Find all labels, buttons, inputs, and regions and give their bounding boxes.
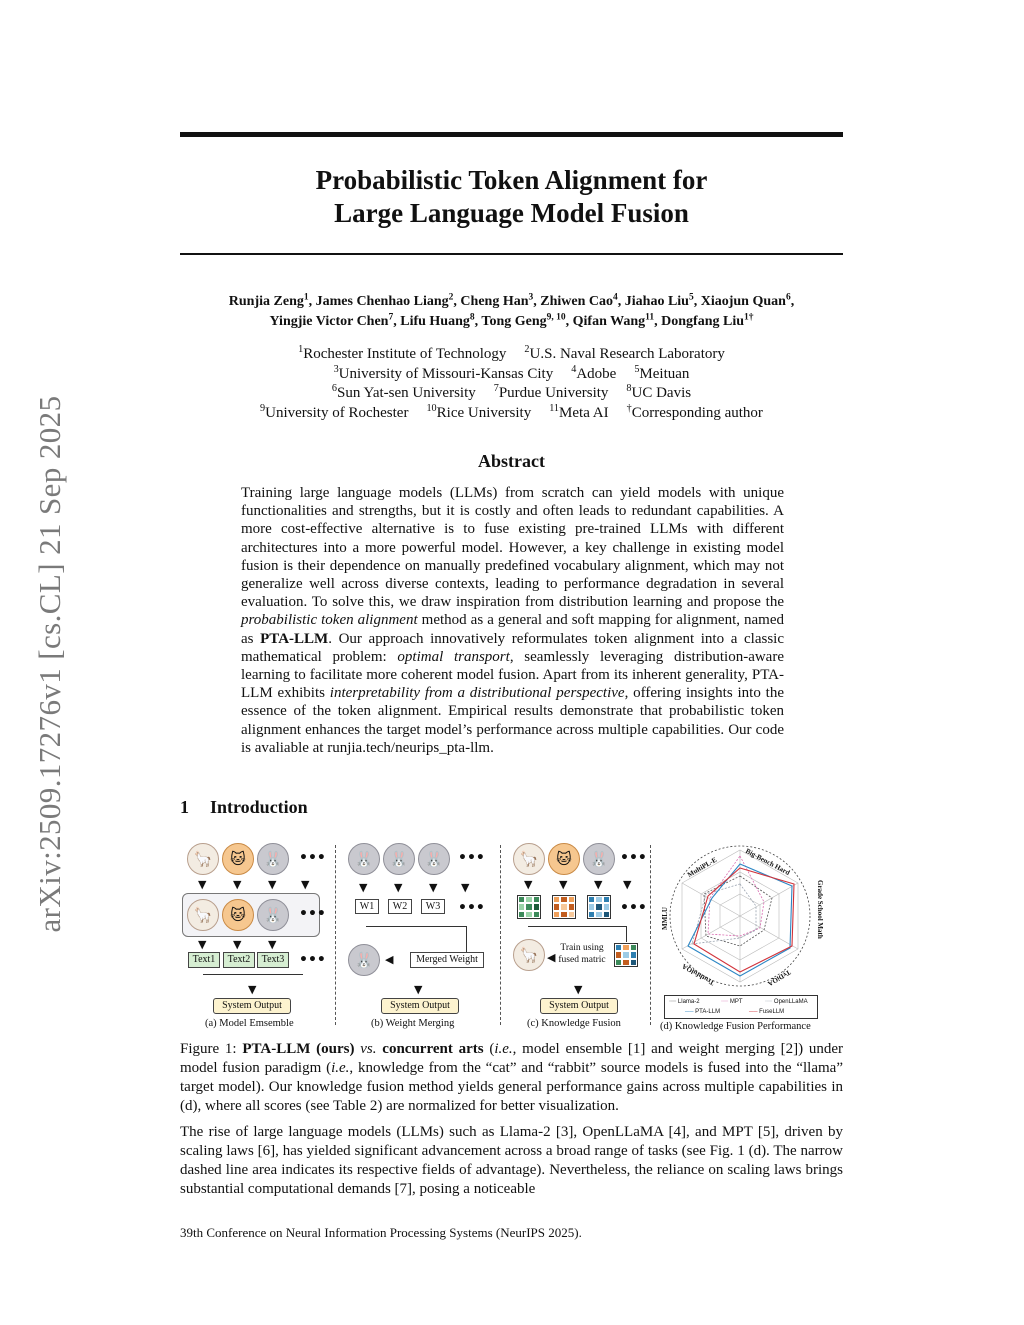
- affiliation: $^7$Purdue University: [493, 383, 609, 401]
- abstract-text: , seamlessly leveraging distribution-aware learning to facilitate more coherent model fusion. Apart from its inherent generality, PTA-LLM exhibits: [241, 648, 784, 702]
- connector-line: [528, 926, 626, 927]
- affiliation-mark: 7: [493, 383, 499, 394]
- affiliation-mark: 2: [524, 344, 530, 355]
- more-dots-icon: •••: [299, 906, 326, 922]
- legend-item: [721, 997, 743, 1007]
- affiliations: [180, 345, 843, 423]
- more-dots-icon: •••: [458, 850, 485, 866]
- more-dots-icon: •••: [299, 952, 326, 968]
- affiliation-line: [180, 384, 843, 404]
- panel-divider: [335, 845, 336, 1025]
- cat-icon: 🐱: [222, 899, 254, 931]
- system-output-box: System Output: [381, 998, 459, 1014]
- affiliation-mark: 5: [634, 363, 640, 375]
- author: Xiaojun Quan$^6$: [700, 292, 791, 309]
- arrow-down-icon: ▼: [248, 983, 257, 996]
- author: Runjia Zeng$^1$: [228, 292, 309, 309]
- author-affiliation-mark: 1†: [744, 312, 754, 323]
- radar-axis-label: Big-Bench Hard: [744, 847, 792, 877]
- legend-item: [685, 1007, 720, 1017]
- author-affiliation-mark: 9, 10: [546, 312, 566, 323]
- radar-legend: [664, 995, 818, 1019]
- logit-matrix-icon: [552, 895, 576, 919]
- method-name: PTA-LLM: [260, 630, 329, 647]
- arrow-down-icon: ▼: [559, 878, 568, 891]
- author: Lifu Huang$^8$: [400, 312, 475, 329]
- title-line-1: Probabilistic Token Alignment for: [315, 165, 708, 195]
- llama-icon: 🦙: [187, 843, 219, 875]
- cat-icon: 🐱: [222, 843, 254, 875]
- legend-swatch: ┈┈: [721, 999, 730, 1005]
- logit-matrix-icon: [517, 895, 541, 919]
- author-affiliation-mark: 2: [448, 292, 454, 303]
- legend-item: [749, 1007, 784, 1017]
- author: Yingjie Victor Chen$^7$: [269, 312, 394, 329]
- affiliation-mark: 1: [298, 344, 304, 355]
- author-affiliation-mark: 6: [785, 292, 791, 303]
- rabbit-icon: 🐰: [257, 899, 289, 931]
- author-affiliation-mark: 4: [613, 292, 618, 303]
- affiliation-line: [180, 365, 843, 385]
- weight-box: W3: [421, 899, 445, 914]
- affiliation: $^1$Rochester Institute of Technology: [298, 344, 507, 362]
- abstract-emphasis: probabilistic token alignment: [241, 612, 418, 629]
- arrow-down-icon: ▼: [429, 881, 438, 894]
- affiliation: $^8$UC Davis: [626, 383, 692, 401]
- connector-line: [203, 974, 303, 975]
- arrow-down-icon: ▼: [268, 938, 277, 951]
- title-bottom-rule: [180, 253, 843, 255]
- train-label: Train using fused matric: [558, 943, 606, 965]
- arrow-down-icon: ▼: [461, 881, 470, 894]
- intro-paragraph: The rise of large language models (LLMs) such as Llama-2 [3], OpenLLaMA [4], and MPT [5], driven by scaling laws [6], has yielded significant advancement across a broad range of tasks (see Fig. 1 (d). The narrow dashed line area indicates its respective fields of advantage). Nevertheless, the reliance on scaling laws brings substantial computational demands [7], posing a noticeable: [180, 1124, 843, 1197]
- figure-label: Figure 1:: [180, 1041, 243, 1057]
- affiliation-line: [180, 345, 843, 365]
- weight-box: W1: [355, 899, 379, 914]
- panel-c-caption: (c) Knowledge Fusion: [527, 1018, 621, 1029]
- arrow-down-icon: ▼: [394, 881, 403, 894]
- legend-item: [765, 997, 808, 1007]
- title-line-2: Large Language Model Fusion: [334, 198, 689, 228]
- arrow-down-icon: ▼: [623, 878, 632, 891]
- author-affiliation-mark: 3: [528, 292, 534, 303]
- arrow-down-icon: ▼: [594, 878, 603, 891]
- caption-emphasis: i.e.: [494, 1041, 513, 1057]
- merged-weight-box: Merged Weight: [410, 952, 484, 968]
- author-affiliation-mark: 5: [688, 292, 694, 303]
- panel-divider: [650, 845, 651, 1025]
- abstract-text: Training large language models (LLMs) from scratch can yield models with unique functionalities and strengths, but it is costly and often leads to redundant capabilities. A more cost-effective alternative is to fuse existing pre-trained LLMs with different architectures into a more powerful model. However, a key challenge in existing model fusion is their dependence on manually predefined vocabulary alignment, which may not generalize well across diverse contexts, leading to performance degradation in several evaluation. To solve this, we draw inspiration from distribution learning and propose the: [241, 485, 784, 611]
- radar-axis-label: MMLU: [661, 907, 669, 930]
- arrow-down-icon: ▼: [359, 881, 368, 894]
- legend-label: Llama-2: [677, 999, 700, 1005]
- arrow-down-icon: ▼: [524, 878, 533, 891]
- more-dots-icon: •••: [299, 850, 326, 866]
- rabbit-icon: 🐰: [418, 843, 450, 875]
- author: Tong Geng$^{9, 10}$: [481, 312, 566, 329]
- section-heading: [180, 797, 308, 818]
- arrow-left-icon: ◀: [547, 951, 556, 964]
- abstract-body: [241, 484, 784, 757]
- affiliation: $^3$University of Missouri-Kansas City: [333, 363, 554, 382]
- abstract-text: . Our approach innovatively reformulates token alignment into a classic mathematical problem:: [241, 630, 785, 665]
- conference-footer: 39th Conference on Neural Information Processing Systems (NeurIPS 2025).: [180, 1225, 582, 1240]
- abstract-text: , offering insights into the essence of the token alignment. Empirical results demonstrate that probabilistic token alignment enhances the target model’s performance across multiple capabilities. Our code is avaliable at runjia.tech/neurips_pta-llm.: [241, 685, 784, 756]
- arrow-down-icon: ▼: [574, 983, 583, 996]
- figure-caption: [180, 1040, 843, 1116]
- weight-box: W2: [388, 899, 412, 914]
- llama-icon: 🦙: [513, 843, 545, 875]
- legend-label: PTA-LLM: [695, 1009, 721, 1015]
- affiliation-mark: 6: [331, 383, 337, 394]
- arrow-down-icon: ▼: [268, 878, 277, 891]
- author-affiliation-mark: 7: [388, 312, 394, 323]
- arrow-down-icon: ▼: [414, 983, 423, 996]
- arrow-down-icon: ▼: [198, 938, 207, 951]
- abstract-heading: Abstract: [478, 451, 545, 471]
- paper-title: [180, 164, 843, 230]
- radar-axis-label: MultiPL-E: [686, 855, 719, 879]
- arrow-down-icon: ▼: [233, 878, 242, 891]
- panel-b-caption: (b) Weight Merging: [371, 1018, 455, 1029]
- system-output-box: System Output: [213, 998, 291, 1014]
- affiliation: $^9$University of Rochester: [260, 402, 409, 421]
- caption-emphasis: i.e.: [331, 1060, 350, 1076]
- connector-line: [366, 926, 466, 927]
- title-top-rule: [180, 132, 843, 137]
- legend-label: MPT: [729, 999, 743, 1005]
- affiliation-mark: †: [626, 402, 632, 414]
- legend-swatch: ──: [685, 1009, 696, 1015]
- llama-icon: 🦙: [513, 939, 545, 971]
- affiliation: $^5$Meituan: [634, 363, 690, 382]
- panel-d-caption: (d) Knowledge Fusion Performance: [660, 1021, 811, 1032]
- more-dots-icon: •••: [620, 900, 647, 916]
- affiliation-line: [180, 404, 843, 424]
- arrow-down-icon: ▼: [301, 878, 310, 891]
- caption-text: , knowledge from the “cat” and “rabbit” source models is fused into the “llama” target model). Our knowledge fusion method yields general performance gains across multiple capabilities in (d), where all scores (see Table 2) are normalized for better visualization.: [180, 1060, 843, 1114]
- abstract-emphasis: optimal transport: [397, 648, 510, 665]
- arrow-down-icon: ▼: [198, 878, 207, 891]
- author: Zhiwen Cao$^4$: [540, 292, 618, 309]
- affiliation: $^2$U.S. Naval Research Laboratory: [524, 344, 725, 362]
- text-output-box: Text2: [223, 952, 255, 968]
- section-title: Introduction: [210, 797, 308, 817]
- more-dots-icon: •••: [620, 850, 647, 866]
- caption-text: , model ensemble [1] and weight merging [2]) under model fusion paradigm (: [180, 1041, 843, 1076]
- abstract-emphasis: interpretability from a distributional perspective: [329, 685, 625, 702]
- author: James Chenhao Liang$^2$: [315, 292, 454, 309]
- system-output-box: System Output: [540, 998, 618, 1014]
- section-number: 1: [180, 797, 189, 817]
- rabbit-icon: 🐰: [257, 843, 289, 875]
- more-dots-icon: •••: [458, 900, 485, 916]
- legend-item: [669, 997, 700, 1007]
- affiliation: $^6$Sun Yat-sen University: [331, 383, 476, 401]
- author-affiliation-mark: 1: [303, 292, 309, 303]
- radar-axis-label: TyDiQA: [766, 968, 792, 988]
- author-affiliation-mark: 8: [469, 312, 475, 323]
- author: Jiahao Liu$^5$: [624, 292, 694, 309]
- author: Qifan Wang$^{11}$: [572, 312, 655, 329]
- legend-label: FuseLLM: [759, 1009, 785, 1015]
- text-output-box: Text3: [257, 952, 289, 968]
- text-output-box: Text1: [188, 952, 220, 968]
- affiliation-mark: 10: [426, 402, 437, 414]
- affiliation-mark: 8: [626, 383, 632, 394]
- connector-line: [626, 926, 627, 942]
- affiliation: $^4$Adobe: [571, 363, 617, 382]
- caption-bold: concurrent arts: [382, 1041, 484, 1057]
- author-affiliation-mark: 11: [645, 312, 655, 323]
- rabbit-icon: 🐰: [348, 843, 380, 875]
- panel-divider: [500, 845, 501, 1025]
- author-list: [180, 292, 843, 332]
- author-line-1: Runjia Zeng$^1$, James Chenhao Liang$^2$, Cheng Han$^3$, Zhiwen Cao$^4$, Jiahao Liu$^5$, Xiaojun Quan$^6$,: [228, 292, 795, 309]
- affiliation-mark: 9: [260, 402, 266, 414]
- fused-matrix-icon: [614, 943, 638, 967]
- arrow-left-icon: ◀: [385, 953, 394, 966]
- affiliation-mark: 11: [549, 402, 560, 414]
- cat-icon: 🐱: [548, 843, 580, 875]
- legend-swatch: ┈┈: [669, 999, 678, 1005]
- affiliation: †Corresponding author: [626, 402, 763, 421]
- llama-icon: 🦙: [187, 899, 219, 931]
- radar-axis-label: Grade School Math: [816, 880, 824, 939]
- rabbit-icon: 🐰: [348, 944, 380, 976]
- affiliation: $^{11}$Meta AI: [549, 402, 609, 421]
- author-line-2: Yingjie Victor Chen$^7$, Lifu Huang$^8$, Tong Geng$^{9, 10}$, Qifan Wang$^{11}$, Dongfang Liu$^{1\dagger}$: [269, 312, 754, 329]
- arrow-down-icon: ▼: [233, 938, 242, 951]
- affiliation-mark: 4: [571, 363, 577, 375]
- caption-bold: PTA-LLM (ours): [242, 1041, 355, 1057]
- legend-label: OpenLLaMA: [773, 999, 808, 1005]
- abstract-text: method as a general and soft mapping for alignment, named as: [241, 612, 785, 647]
- panel-a-caption: (a) Model Emsemble: [205, 1018, 294, 1029]
- arxiv-stamp: arXiv:2509.17276v1 [cs.CL] 21 Sep 2025: [32, 395, 67, 933]
- affiliation-mark: 3: [333, 363, 339, 375]
- caption-text: (: [483, 1041, 495, 1057]
- legend-swatch: ┈┈: [765, 999, 774, 1005]
- affiliation: $^{10}$Rice University: [426, 402, 532, 421]
- rabbit-icon: 🐰: [383, 843, 415, 875]
- rabbit-icon: 🐰: [583, 843, 615, 875]
- author: Cheng Han$^3$: [460, 292, 534, 309]
- legend-swatch: ──: [749, 1009, 760, 1015]
- logit-matrix-icon: [587, 895, 611, 919]
- radar-axis-label: TruthfulQA: [680, 962, 716, 987]
- caption-vs: vs.: [354, 1041, 383, 1057]
- author: Dongfang Liu$^{1\dagger}$: [661, 312, 754, 329]
